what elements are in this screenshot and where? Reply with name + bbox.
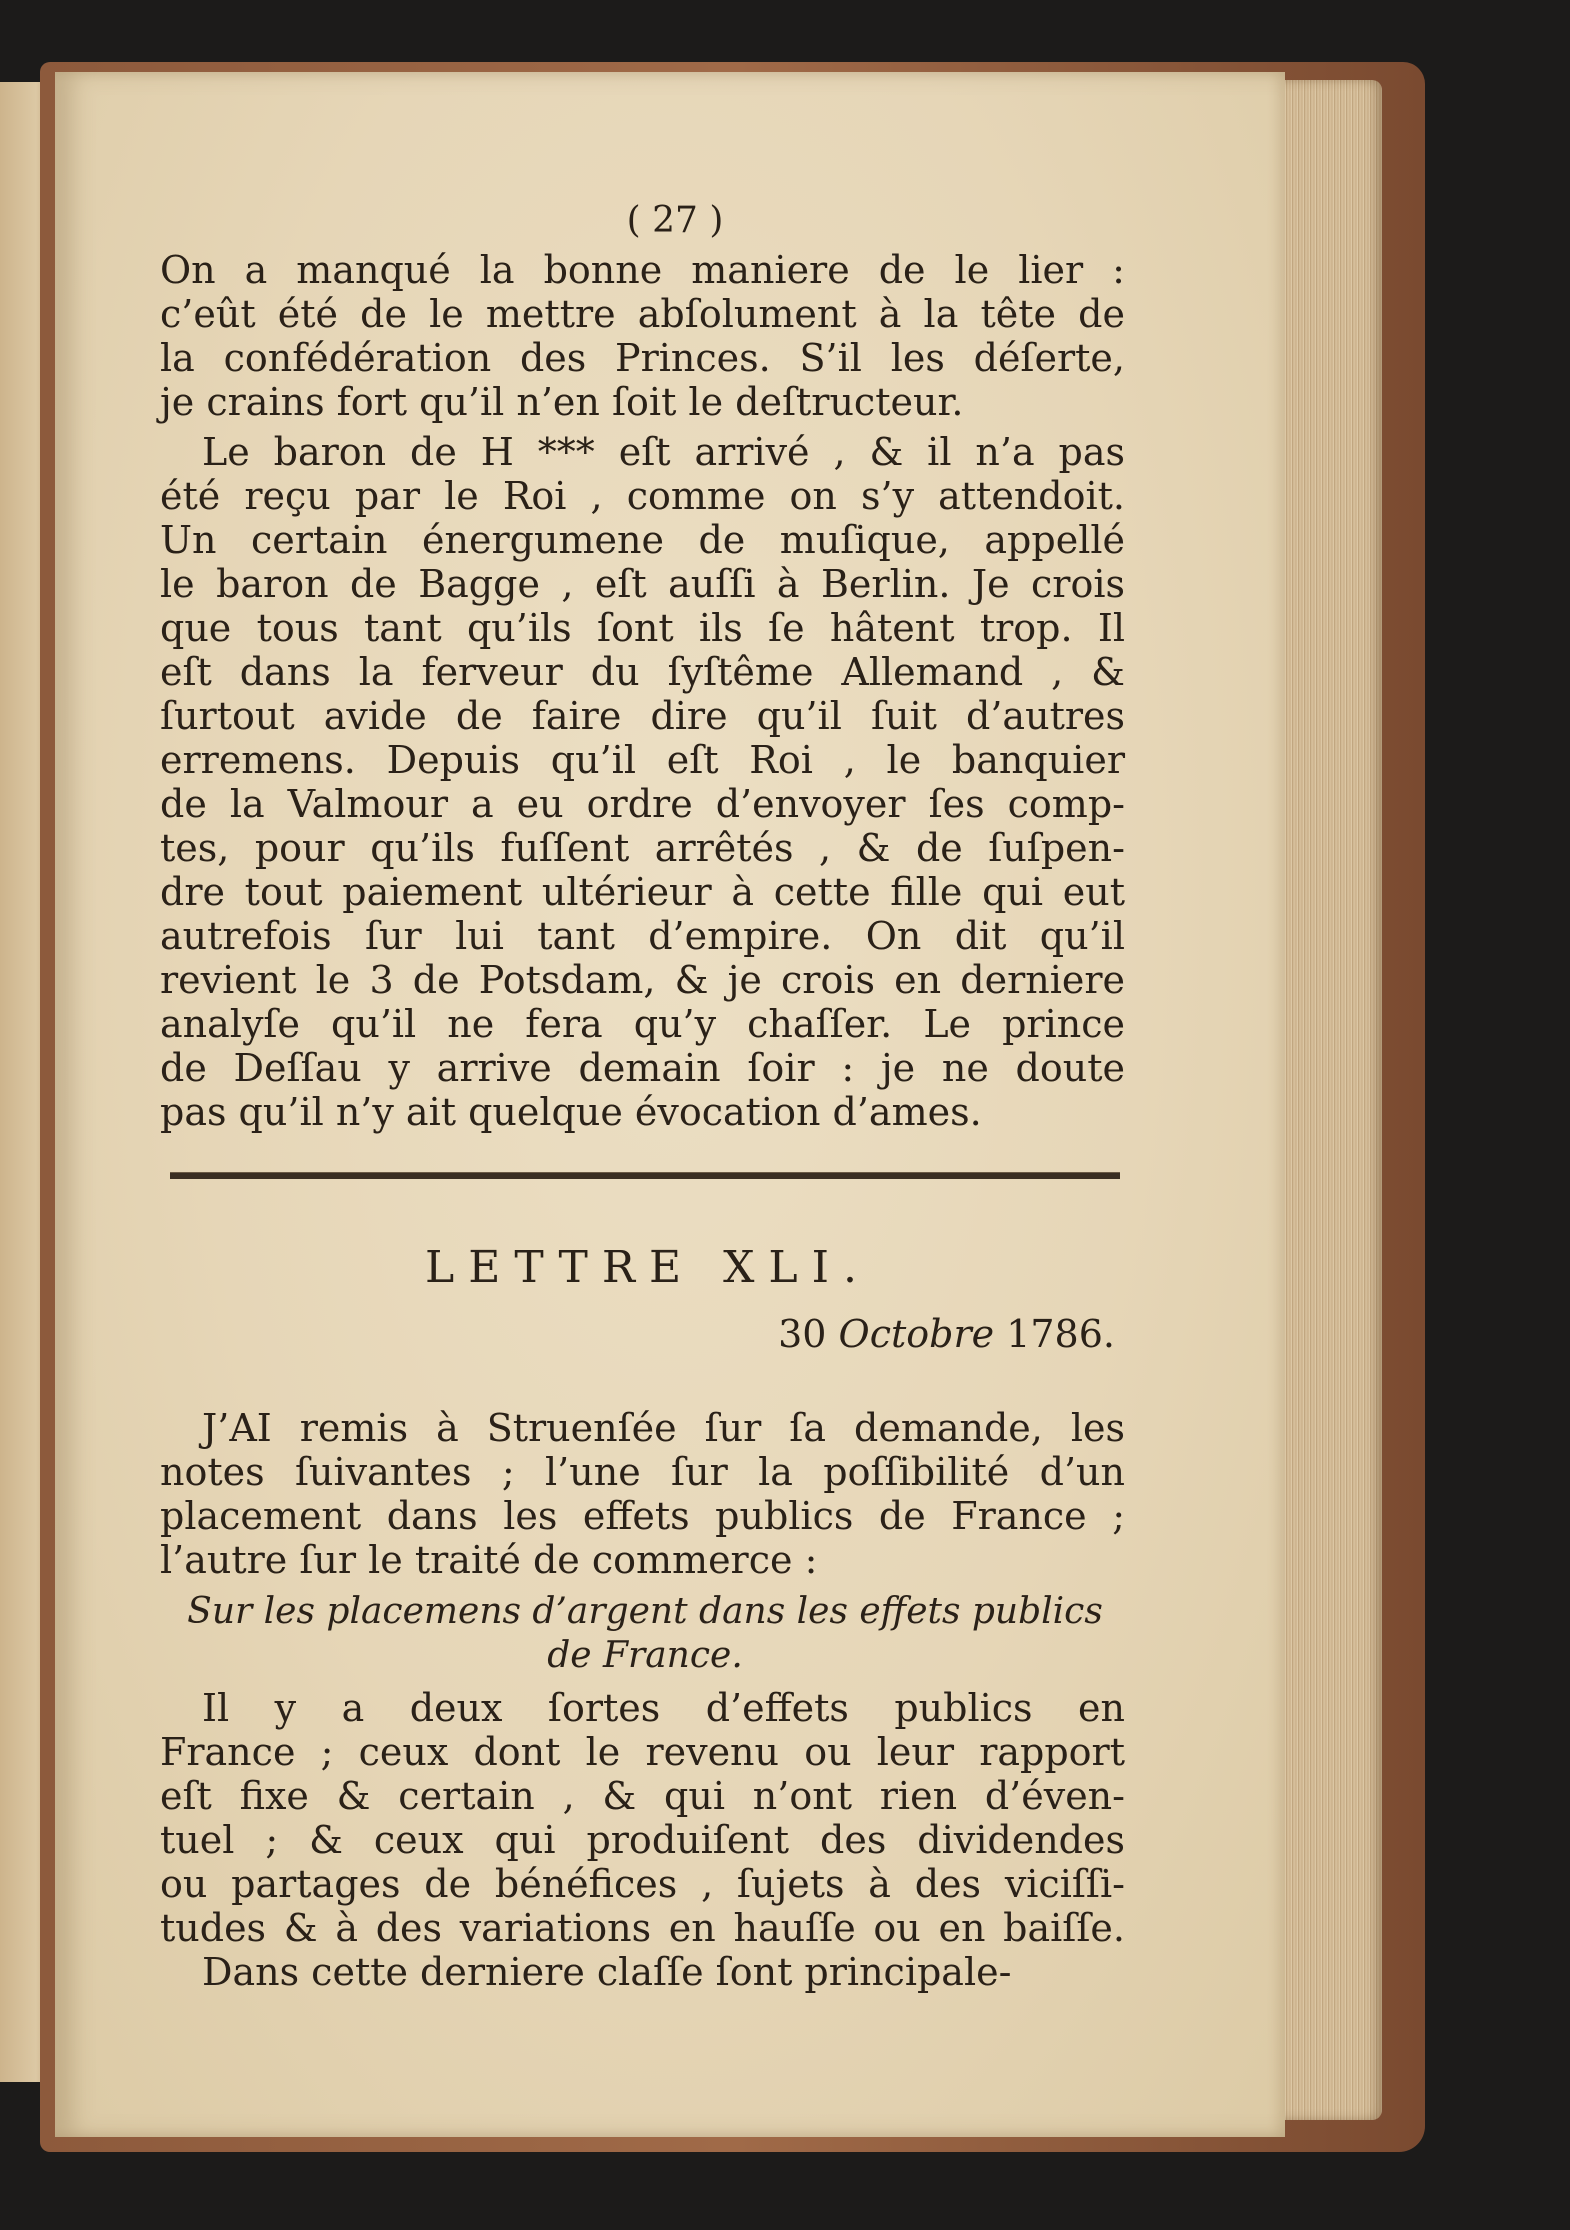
text-line: dre tout paiement ultérieur à cette fille qui eut <box>160 870 1125 914</box>
text-line: eſt fixe & certain , & qui n’ont rien d’éven- <box>160 1774 1125 1818</box>
text-line: de la Valmour a eu ordre d’envoyer ſes comp- <box>160 782 1125 826</box>
section-title <box>165 1590 1125 1678</box>
date-day: 30 <box>778 1312 827 1356</box>
section-title-line: Sur les placemens d’argent dans les effets publics <box>187 1591 1103 1632</box>
text-line: pas qu’il n’y ait quelque évocation d’ames. <box>160 1090 982 1134</box>
text-line: erremens. Depuis qu’il eſt Roi , le banquier <box>160 738 1125 782</box>
text-line: ſurtout avide de faire dire qu’il ſuit d’autres <box>160 694 1125 738</box>
text-line: autrefois ſur lui tant d’empire. On dit qu’il <box>160 914 1125 958</box>
paragraph-4 <box>160 1686 1125 1994</box>
paragraph-2 <box>160 430 1125 1134</box>
text-line: été reçu par le Roi , comme on s’y attendoit. <box>160 474 1125 518</box>
section-title-line: de France. <box>547 1635 743 1676</box>
text-line: la confédération des Princes. S’il les déſerte, <box>160 336 1125 380</box>
page-number: ( 27 ) <box>626 200 724 241</box>
text-line: ou partages de bénéfices , ſujets à des viciſſi- <box>160 1862 1125 1906</box>
letter-heading: LETTRE XLI. <box>425 1242 871 1293</box>
text-line: Dans cette derniere claſſe ſont principale- <box>202 1950 1012 1994</box>
text-line: je crains fort qu’il n’en ſoit le deſtructeur. <box>160 380 964 424</box>
text-line: l’autre ſur le traité de commerce : <box>160 1538 818 1582</box>
text-line: de Deſſau y arrive demain ſoir : je ne doute <box>160 1046 1125 1090</box>
paragraph-3 <box>160 1406 1125 1582</box>
letter-date <box>605 1312 1115 1356</box>
text-line: revient le 3 de Potsdam, & je crois en derniere <box>160 958 1125 1002</box>
text-line: J’AI remis à Struenſée ſur ſa demande, les <box>202 1406 1125 1450</box>
text-line: que tous tant qu’ils ſont ils ſe hâtent trop. Il <box>160 606 1125 650</box>
text-line: le baron de Bagge , eſt auſſi à Berlin. Je crois <box>160 562 1125 606</box>
paragraph-1 <box>160 248 1125 424</box>
text-line: tes, pour qu’ils fuſſent arrêtés , & de ſuſpen- <box>160 826 1125 870</box>
text-line: placement dans les effets publics de France ; <box>160 1494 1125 1538</box>
text-line: analyſe qu’il ne fera qu’y chaſſer. Le prince <box>160 1002 1125 1046</box>
text-line: On a manqué la bonne maniere de le lier : <box>160 248 1125 292</box>
section-divider <box>170 1172 1120 1179</box>
text-line: Le baron de H *** eſt arrivé , & il n’a pas <box>202 430 1125 474</box>
text-line: notes ſuivantes ; l’une ſur la poſſibilité d’un <box>160 1450 1125 1494</box>
text-line: c’eût été de le mettre abſolument à la tête de <box>160 292 1125 336</box>
text-line: Un certain énergumene de muſique, appellé <box>160 518 1125 562</box>
text-line: tuel ; & ceux qui produiſent des dividendes <box>160 1818 1125 1862</box>
date-year: 1786. <box>1006 1312 1115 1356</box>
date-month: Octobre <box>838 1312 995 1356</box>
text-line: Il y a deux ſortes d’effets publics en <box>202 1686 1125 1730</box>
text-line: eſt dans la ferveur du ſyſtême Allemand , & <box>160 650 1125 694</box>
text-line: France ; ceux dont le revenu ou leur rapport <box>160 1730 1125 1774</box>
book-page <box>55 72 1285 2137</box>
text-line: tudes & à des variations en hauſſe ou en baiſſe. <box>160 1906 1125 1950</box>
